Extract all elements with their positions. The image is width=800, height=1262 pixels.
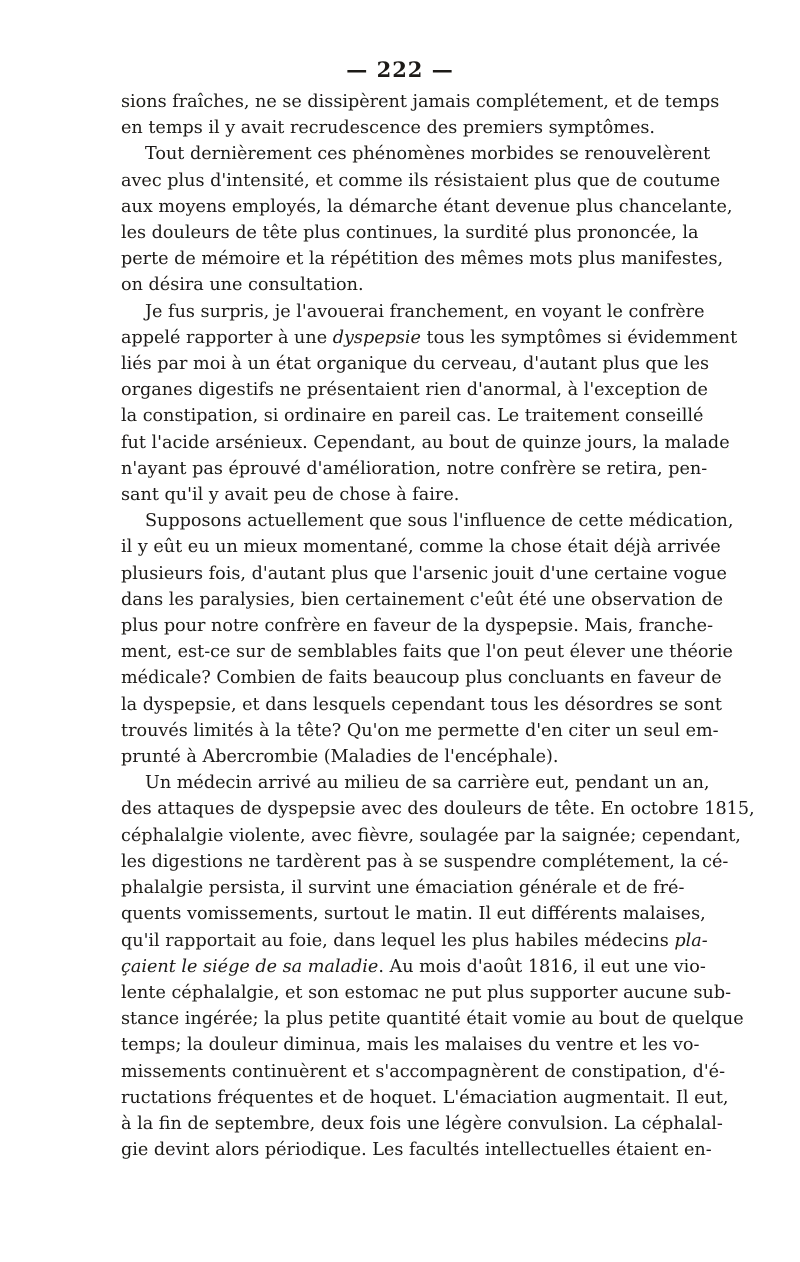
text-segment: à la fin de septembre, deux fois une légère convulsion. La céphalal- [121, 1113, 723, 1134]
text-line [121, 1032, 700, 1058]
italic-text: dyspepsie [332, 327, 421, 348]
text-line: en temps il y avait recrudescence des premiers symptômes. [121, 118, 655, 139]
text-segment: temps; la douleur diminua, mais les malaises du ventre et les vo- [121, 1035, 700, 1056]
text-segment: gie devint alors périodique. Les facultés intellectuelles étaient en- [121, 1140, 712, 1161]
text-line: avec plus d'intensité, et comme ils résistaient plus que de coutume [121, 170, 721, 191]
text-line [121, 456, 708, 482]
text-line [121, 849, 729, 875]
text-segment: fut l'acide arsénieux. Cependant, au bout de quinze jours, la malade [121, 432, 730, 453]
text-line: il y eût eu un mieux momentané, comme la chose était déjà arrivée [121, 537, 721, 558]
text-segment: la constipation, si ordinaire en pareil cas. Le traitement conseillé [121, 406, 704, 427]
text-line: trouvés limités à la tête? Qu'on me permette d'en citer un seul em- [121, 720, 719, 741]
italic-text: çaient le siége de sa maladie [121, 956, 379, 977]
text-line [121, 1137, 712, 1163]
text-segment: quents vomissements, surtout le matin. Il eut différents malaises, [121, 904, 706, 925]
text-segment: sant qu'il y avait peu de chose à faire. [121, 485, 460, 506]
text-line: les douleurs de tête plus continues, la surdité plus prononcée, la [121, 223, 699, 244]
text-line [121, 1111, 723, 1137]
text-segment: lente céphalalgie, et son estomac ne put plus supporter aucune sub- [121, 982, 732, 1003]
text-line [121, 901, 706, 927]
text-line [121, 796, 755, 822]
text-line [121, 928, 708, 954]
text-line [121, 954, 706, 980]
page-number: — 222 — [346, 57, 454, 82]
text-line: prunté à Abercrombie (Maladies de l'encéphale). [121, 747, 559, 768]
text-line [121, 980, 732, 1006]
text-segment: organes digestifs ne présentaient rien d'anormal, à l'exception de [121, 380, 708, 401]
text-segment: céphalalgie violente, avec fièvre, soulagée par la saignée; cependant, [121, 825, 741, 846]
italic-text: pla- [674, 930, 708, 951]
paragraph [121, 299, 738, 509]
text-line: sions fraîches, ne se dissipèrent jamais complétement, et de temps [121, 92, 720, 112]
text-segment: ructations fréquentes et de hoquet. L'émaciation augmentait. Il eut, [121, 1087, 729, 1108]
text-segment: n'ayant pas éprouvé d'amélioration, notre confrère se retira, pen- [121, 458, 708, 479]
text-line: plusieurs fois, d'autant plus que l'arsenic jouit d'une certaine vogue [121, 563, 727, 584]
text-line: plus pour notre confrère en faveur de la dyspepsie. Mais, franche- [121, 616, 714, 637]
text-line: ment, est-ce sur de semblables faits que l'on peut élever une théorie [121, 642, 733, 663]
body-text [121, 89, 755, 1163]
text-line: perte de mémoire et la répétition des mêmes mots plus manifestes, [121, 249, 724, 270]
paragraph [121, 89, 720, 141]
text-segment: stance ingérée; la plus petite quantité était vomie au bout de quelque [121, 1009, 744, 1030]
text-line [121, 403, 704, 429]
text-line [121, 351, 710, 377]
text-line: on désira une consultation. [121, 275, 364, 296]
text-line: la dyspepsie, et dans lesquels cependant tous les désordres se sont [121, 694, 722, 715]
text-line: médicale? Combien de faits beaucoup plus concluants en faveur de [121, 668, 722, 689]
text-line: Tout dernièrement ces phénomènes morbides se renouvelèrent [145, 144, 711, 165]
text-line [121, 875, 685, 901]
text-line [121, 823, 741, 849]
text-segment: tous les symptômes si évidemment [420, 327, 738, 348]
text-line: aux moyens employés, la démarche étant devenue plus chancelante, [121, 196, 733, 217]
text-line [121, 482, 681, 508]
paragraph [121, 141, 733, 298]
text-segment: Je fus surpris, je l'avouerai franchement, en voyant le confrère [145, 301, 705, 322]
text-segment: qu'il rapportait au foie, dans lequel les plus habiles médecins [121, 930, 675, 951]
text-line [121, 430, 730, 456]
text-segment: liés par moi à un état organique du cerveau, d'autant plus que les [121, 354, 710, 375]
text-segment: missements continuèrent et s'accompagnèrent de constipation, d'é- [121, 1061, 726, 1082]
text-line [121, 1006, 744, 1032]
text-line [121, 377, 708, 403]
text-line [121, 770, 710, 796]
paragraph [121, 770, 755, 1163]
text-line [121, 1059, 726, 1085]
text-segment: les digestions ne tardèrent pas à se suspendre complétement, la cé- [121, 851, 729, 872]
text-segment: Un médecin arrivé au milieu de sa carrière eut, pendant un an, [145, 773, 710, 794]
text-line: dans les paralysies, bien certainement c'eût été une observation de [121, 589, 724, 610]
text-segment: . Au mois d'août 1816, il eut une vio- [378, 956, 706, 977]
text-line [121, 325, 738, 351]
text-segment: appelé rapporter à une [121, 327, 333, 348]
text-line [121, 299, 705, 325]
text-line [121, 1085, 729, 1111]
text-segment: des attaques de dyspepsie avec des douleurs de tête. En octobre 1815, [121, 799, 755, 820]
text-line: Supposons actuellement que sous l'influence de cette médication, [145, 511, 734, 532]
paragraph [121, 508, 734, 770]
text-segment: phalalgie persista, il survint une émaciation générale et de fré- [121, 878, 685, 899]
